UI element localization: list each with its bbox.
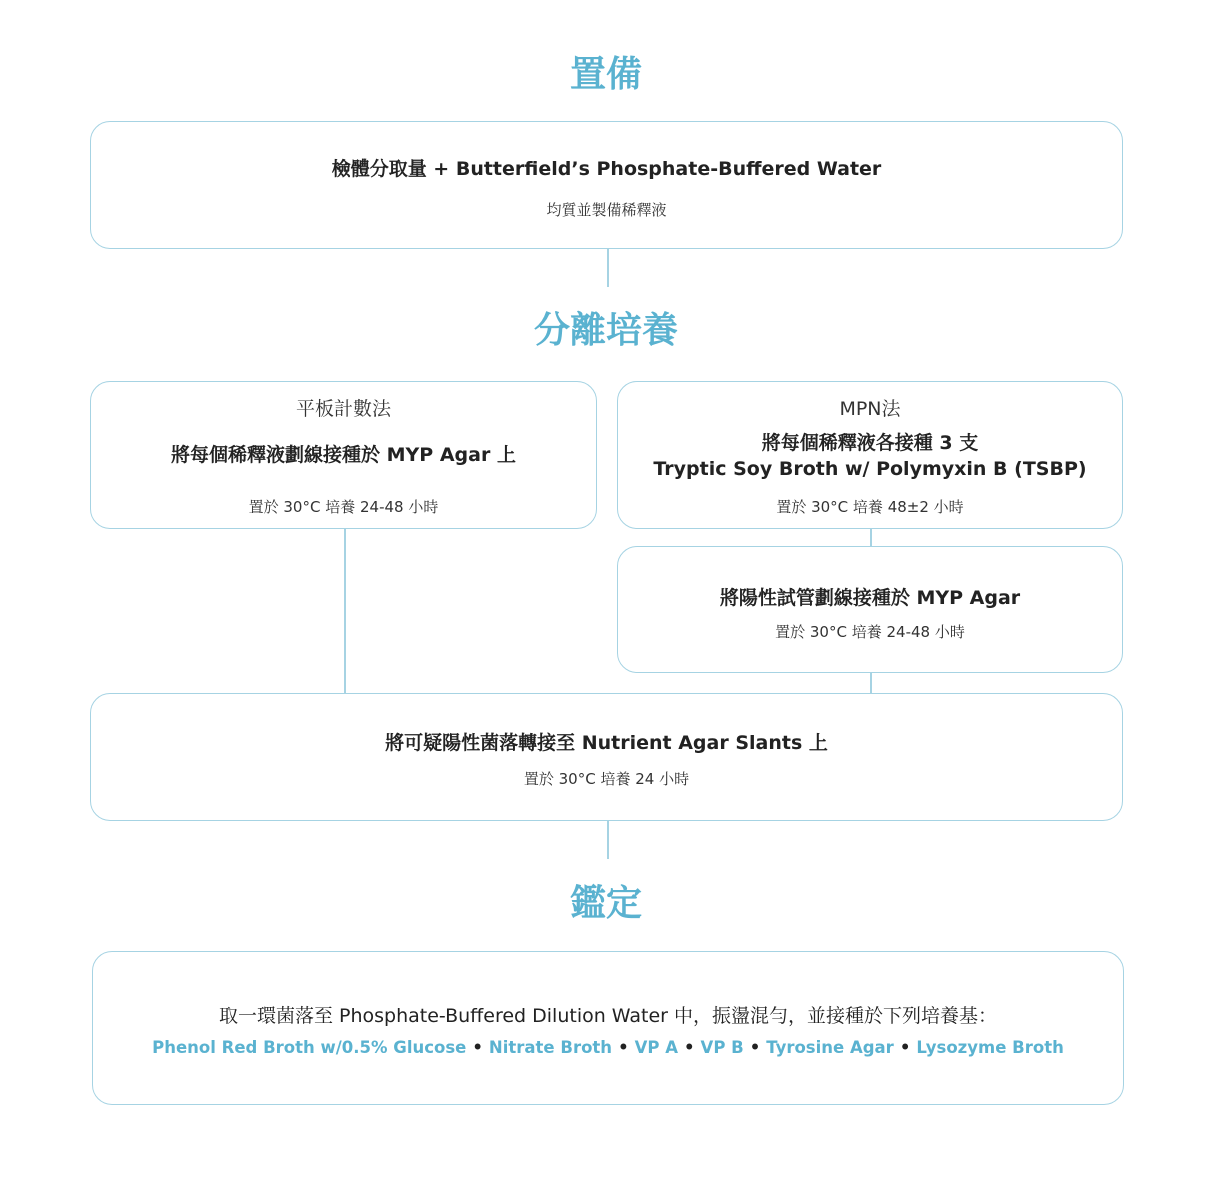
identification-instruction: 取一環菌落至 Phosphate-Buffered Dilution Water 中，振盪混勻，並接種於下列培養基： (218, 1005, 998, 1027)
section-title-identification: 鑑定 (569, 882, 642, 924)
transfer-title: 將可疑陽性菌落轉接至 Nutrient Agar Slants 上 (385, 732, 828, 754)
positive-tube-box (617, 546, 1123, 673)
mpn-method-label: MPN法 (839, 398, 901, 420)
media-item: Tyrosine Agar (766, 1038, 894, 1057)
mpn-title-line2: Tryptic Soy Broth w/ Polymyxin B (TSBP) (653, 458, 1087, 480)
mpn-title-line1: 將每個稀釋液各接種 3 支 (761, 432, 979, 454)
identification-box (92, 951, 1124, 1105)
plate-method-label: 平板計數法 (295, 398, 391, 420)
prep-box (90, 121, 1123, 249)
media-item: VP B (700, 1038, 744, 1057)
plate-condition: 置於 30°C 培養 24-48 小時 (248, 498, 439, 516)
connector-plate-to-transfer (344, 529, 346, 693)
connector-positive-to-transfer (870, 673, 872, 693)
prep-title: 檢體分取量 + Butterfield’s Phosphate-Buffered Water (331, 158, 882, 180)
positive-condition: 置於 30°C 培養 24-48 小時 (775, 623, 965, 641)
media-separator: • (749, 1038, 761, 1057)
positive-title: 將陽性試管劃線接種於 MYP Agar (719, 587, 1021, 609)
media-separator: • (899, 1038, 911, 1057)
connector-prep-to-isolation (607, 249, 609, 287)
transfer-box (90, 693, 1123, 821)
media-item: Nitrate Broth (488, 1038, 613, 1057)
transfer-condition: 置於 30°C 培養 24 小時 (523, 770, 690, 788)
media-item: Lysozyme Broth (916, 1038, 1064, 1057)
plate-title: 將每個稀釋液劃線接種於 MYP Agar 上 (171, 444, 516, 466)
media-item: VP A (634, 1038, 678, 1057)
mpn-box (617, 381, 1123, 529)
connector-transfer-to-identification (607, 821, 609, 859)
media-separator: • (684, 1038, 695, 1057)
media-separator: • (472, 1038, 483, 1057)
media-separator: • (618, 1038, 629, 1057)
section-title-prep: 置備 (569, 53, 642, 95)
plate-count-box (90, 381, 597, 529)
connector-mpn-to-positive (870, 529, 872, 546)
media-list (93, 1038, 1123, 1057)
section-title-isolation: 分離培養 (533, 309, 678, 351)
mpn-condition: 置於 30°C 培養 48±2 小時 (776, 498, 964, 516)
media-item: Phenol Red Broth w/0.5% Glucose (152, 1038, 467, 1057)
prep-subtitle: 均質並製備稀釋液 (546, 201, 667, 219)
